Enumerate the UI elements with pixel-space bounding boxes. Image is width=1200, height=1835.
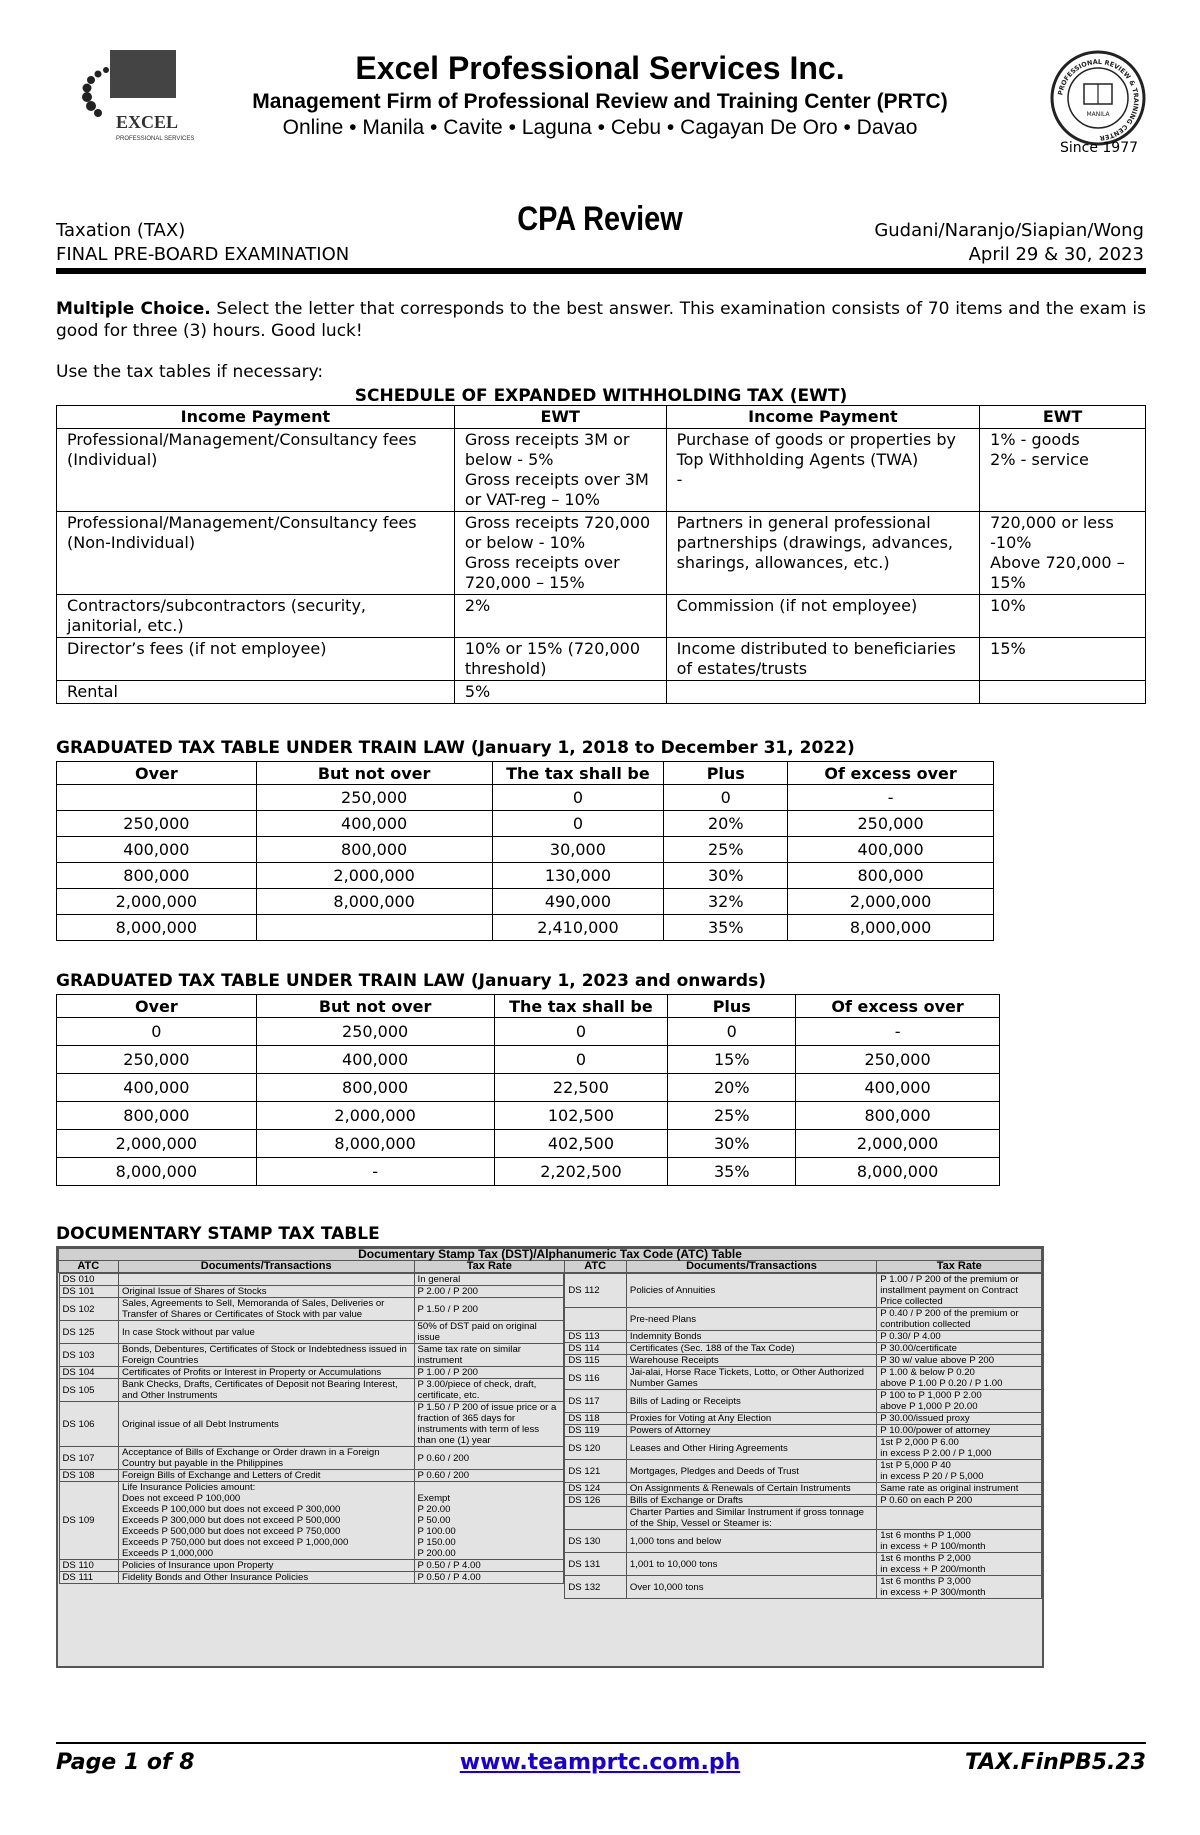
dst-cell: DS 118 (565, 1413, 627, 1425)
grad2-row (57, 1158, 1000, 1186)
dst-cell: Foreign Bills of Exchange and Letters of Credit (119, 1470, 415, 1482)
dst-cell: Life Insurance Policies amount: Does not exceed P 100,000 Exceeds P 100,000 but does not exceed P 300,000 Exceeds P 300,000 but does not exceed P 500,000 Exceeds P 500,000 but does not exceed P 750,000 Exceeds P 750,000 but does not exceed P 1,000,000 Exceeds P 1,000,000 (119, 1482, 415, 1560)
seal-label: PROFESSIONAL REVIEW & TRAINING CENTER (1056, 57, 1141, 143)
dst-cell: 1st P 5,000 P 40 in excess P 20 / P 5,000 (877, 1460, 1041, 1483)
grad1-row (57, 915, 994, 941)
grad2-cell: 0 (668, 1018, 796, 1046)
dst-cell: DS 117 (565, 1390, 627, 1413)
ewt-cell: 15% (980, 638, 1146, 681)
dst-row (565, 1367, 1041, 1390)
dst-row (59, 1572, 564, 1584)
dst-row (59, 1298, 564, 1321)
dst-row (59, 1402, 564, 1447)
dst-cell: 1,001 to 10,000 tons (626, 1553, 876, 1576)
dst-row (565, 1495, 1041, 1507)
instructions-body: Select the letter that corresponds to the best answer. This examination consists of 70 items and the exam is good for three (3) hours. Good luck! (56, 299, 1146, 341)
dst-row (565, 1274, 1041, 1308)
dst-row (59, 1274, 564, 1286)
dst-cell: DS 107 (59, 1447, 119, 1470)
grad1-cell: 2,000,000 (57, 889, 257, 915)
dst-cell: DS 109 (59, 1482, 119, 1560)
dst-cell: Policies of Insurance upon Property (119, 1560, 415, 1572)
grad2-cell: 400,000 (57, 1074, 257, 1102)
grad1-header: Over (57, 762, 257, 785)
grad2-cell: 800,000 (256, 1074, 494, 1102)
grad1-table (56, 761, 994, 941)
dst-cell: P 0.50 / P 4.00 (414, 1560, 564, 1572)
dst-cell: Jai-alai, Horse Race Tickets, Lotto, or Other Authorized Number Games (626, 1367, 876, 1390)
dst-cell: Over 10,000 tons (626, 1576, 876, 1599)
dst-row (59, 1482, 564, 1560)
dst-cell: DS 110 (59, 1560, 119, 1572)
grad2-cell: 400,000 (796, 1074, 1000, 1102)
grad1-header: But not over (256, 762, 492, 785)
ewt-row (57, 681, 1146, 704)
grad2-row (57, 1102, 1000, 1130)
ewt-header: Income Payment (57, 406, 455, 429)
dst-cell: Bonds, Debentures, Certificates of Stock or Indebtedness issued in Foreign Countries (119, 1344, 415, 1367)
dst-cell: P 30.00/issued proxy (877, 1413, 1041, 1425)
dst-cell: P 30 w/ value above P 200 (877, 1355, 1041, 1367)
grad2-cell: 800,000 (796, 1102, 1000, 1130)
dst-row (565, 1425, 1041, 1437)
grad1-rows (57, 785, 994, 941)
dst-row (565, 1413, 1041, 1425)
grad1-cell: 20% (664, 811, 788, 837)
dst-row (59, 1379, 564, 1402)
dst-cell: DS 108 (59, 1470, 119, 1482)
dst-cell: DS 112 (565, 1274, 627, 1308)
dst-cell: DS 103 (59, 1344, 119, 1367)
grad1-row (57, 837, 994, 863)
ewt-header: EWT (980, 406, 1146, 429)
dst-cell: DS 115 (565, 1355, 627, 1367)
header-divider (56, 268, 1146, 274)
dst-table (58, 1248, 1042, 1599)
dst-cell: P 1.50 / P 200 (414, 1298, 564, 1321)
grad1-cell: 400,000 (57, 837, 257, 863)
grad2-header: Of excess over (796, 995, 1000, 1018)
grad1-cell: 35% (664, 915, 788, 941)
grad1-cell: 2,000,000 (256, 863, 492, 889)
grad2-cell: 0 (494, 1018, 668, 1046)
dst-header: ATC (59, 1261, 119, 1273)
ewt-cell: 5% (454, 681, 666, 704)
dst-cell: P 2.00 / P 200 (414, 1286, 564, 1298)
dst-cell: DS 120 (565, 1437, 627, 1460)
grad1-cell: 130,000 (492, 863, 664, 889)
grad1-header: Of excess over (788, 762, 994, 785)
dst-cell: Leases and Other Hiring Agreements (626, 1437, 876, 1460)
dst-cell: P 0.60 / 200 (414, 1447, 564, 1470)
grad2-header: But not over (256, 995, 494, 1018)
grad1-row (57, 863, 994, 889)
grad2-cell: 2,000,000 (256, 1102, 494, 1130)
grad2-cell: 8,000,000 (256, 1130, 494, 1158)
dst-row (59, 1447, 564, 1470)
grad2-cell: 25% (668, 1102, 796, 1130)
dst-cell: Original Issue of Shares of Stocks (119, 1286, 415, 1298)
dst-cell: Bills of Lading or Receipts (626, 1390, 876, 1413)
grad1-cell: 32% (664, 889, 788, 915)
ewt-cell: Professional/Management/Consultancy fees (Individual) (57, 429, 455, 512)
grad2-cell: 250,000 (57, 1046, 257, 1074)
grad1-cell (256, 915, 492, 941)
dst-row (59, 1470, 564, 1482)
ewt-cell: 10% or 15% (720,000 threshold) (454, 638, 666, 681)
ewt-cell: 1% - goods 2% - service (980, 429, 1146, 512)
dst-cell: In case Stock without par value (119, 1321, 415, 1344)
dst-cell: DS 125 (59, 1321, 119, 1344)
grad2-row (57, 1130, 1000, 1158)
grad1-cell: 8,000,000 (57, 915, 257, 941)
grad1-cell: 800,000 (788, 863, 994, 889)
grad2-cell: 8,000,000 (57, 1158, 257, 1186)
dst-cell: DS 130 (565, 1530, 627, 1553)
grad2-row (57, 1018, 1000, 1046)
grad2-cell: 250,000 (256, 1018, 494, 1046)
grad2-row (57, 1046, 1000, 1074)
dst-cell: Certificates of Profits or Interest in Property or Accumulations (119, 1367, 415, 1379)
instructions-lead: Multiple Choice. (56, 299, 211, 319)
dst-row (565, 1576, 1041, 1599)
dst-cell: P 1.00 / P 200 (414, 1367, 564, 1379)
grad2-cell: 2,000,000 (57, 1130, 257, 1158)
dst-cell: DS 104 (59, 1367, 119, 1379)
grad2-cell: 2,202,500 (494, 1158, 668, 1186)
dst-cell: DS 126 (565, 1495, 627, 1507)
dst-row (565, 1483, 1041, 1495)
dst-left-table (59, 1273, 565, 1584)
grad1-cell: 400,000 (256, 811, 492, 837)
dst-cell: 1st P 2,000 P 6.00 in excess P 2.00 / P 1,000 (877, 1437, 1041, 1460)
dst-cell: P 0.50 / P 4.00 (414, 1572, 564, 1584)
grad1-cell: 30% (664, 863, 788, 889)
dst-cell: On Assignments & Renewals of Certain Instruments (626, 1483, 876, 1495)
dst-cell: P 1.00 / P 200 of the premium or installment payment on Contract Price collected (877, 1274, 1041, 1308)
dst-caption: Documentary Stamp Tax (DST)/Alphanumeric Tax Code (ATC) Table (59, 1249, 1042, 1261)
dst-row (565, 1390, 1041, 1413)
dst-row (59, 1321, 564, 1344)
grad2-cell: 102,500 (494, 1102, 668, 1130)
dst-row (565, 1530, 1041, 1553)
grad1-row (57, 811, 994, 837)
dst-cell: DS 105 (59, 1379, 119, 1402)
ewt-rows (57, 429, 1146, 704)
grad1-cell: 2,410,000 (492, 915, 664, 941)
grad2-cell: 0 (57, 1018, 257, 1046)
ewt-cell: 720,000 or less -10% Above 720,000 – 15% (980, 512, 1146, 595)
dst-row (565, 1331, 1041, 1343)
dst-cell: Warehouse Receipts (626, 1355, 876, 1367)
logo-text: EXCEL (116, 112, 179, 132)
dst-cell: DS 113 (565, 1331, 627, 1343)
grad2-cell: 35% (668, 1158, 796, 1186)
grad1-cell: 0 (492, 785, 664, 811)
grad1-cell: 0 (492, 811, 664, 837)
dst-cell: Sales, Agreements to Sell, Memoranda of Sales, Deliveries or Transfer of Shares or Certificates of Stock with par value (119, 1298, 415, 1321)
grad2-header: The tax shall be (494, 995, 668, 1018)
exam-type: FINAL PRE-BOARD EXAMINATION (56, 244, 350, 265)
grad1-row (57, 889, 994, 915)
grad2-cell: 400,000 (256, 1046, 494, 1074)
dst-cell: 1,000 tons and below (626, 1530, 876, 1553)
dst-cell (877, 1507, 1041, 1530)
dst-header: Documents/Transactions (626, 1261, 877, 1273)
ewt-cell: Director’s fees (if not employee) (57, 638, 455, 681)
grad2-cell: 30% (668, 1130, 796, 1158)
dst-cell: Proxies for Voting at Any Election (626, 1413, 876, 1425)
ewt-cell (980, 681, 1146, 704)
dst-cell: DS 101 (59, 1286, 119, 1298)
dst-row (565, 1355, 1041, 1367)
dst-cell: DS 131 (565, 1553, 627, 1576)
dst-cell: DS 114 (565, 1343, 627, 1355)
grad2-cell: - (796, 1018, 1000, 1046)
dst-cell: In general (414, 1274, 564, 1286)
dst-cell: P 3.00/piece of check, draft, certificate, etc. (414, 1379, 564, 1402)
instructions (56, 298, 1146, 342)
ewt-row (57, 638, 1146, 681)
dst-row (59, 1367, 564, 1379)
dst-header: Tax Rate (877, 1261, 1042, 1273)
dst-cell: Indemnity Bonds (626, 1331, 876, 1343)
grad1-title: GRADUATED TAX TABLE UNDER TRAIN LAW (January 1, 2018 to December 31, 2022) (56, 738, 855, 758)
dst-cell: Bank Checks, Drafts, Certificates of Deposit not Bearing Interest, and Other Instruments (119, 1379, 415, 1402)
grad1-cell: 800,000 (57, 863, 257, 889)
ewt-cell: Partners in general professional partnerships (drawings, advances, sharings, allowances, etc.) (666, 512, 980, 595)
dst-cell (119, 1274, 415, 1286)
dst-cell: 1st 6 months P 2,000 in excess + P 200/month (877, 1553, 1041, 1576)
dst-cell (565, 1507, 627, 1530)
dst-row (565, 1553, 1041, 1576)
dst-right-table (564, 1273, 1041, 1599)
dst-row (565, 1437, 1041, 1460)
grad2-cell: 15% (668, 1046, 796, 1074)
dst-cell: DS 121 (565, 1460, 627, 1483)
dst-row (59, 1560, 564, 1572)
dst-cell: Powers of Attorney (626, 1425, 876, 1437)
dst-cell: P 10.00/power of attorney (877, 1425, 1041, 1437)
grad1-cell (57, 785, 257, 811)
dst-cell: Acceptance of Bills of Exchange or Order drawn in a Foreign Country but payable in the Philippines (119, 1447, 415, 1470)
grad2-cell: 402,500 (494, 1130, 668, 1158)
dst-cell: P 1.00 & below P 0.20 above P 1.00 P 0.20 / P 1.00 (877, 1367, 1041, 1390)
dst-header: ATC (564, 1261, 626, 1273)
dst-cell: Certificates (Sec. 188 of the Tax Code) (626, 1343, 876, 1355)
grad2-rows (57, 1018, 1000, 1186)
ewt-cell: 10% (980, 595, 1146, 638)
grad1-cell: 400,000 (788, 837, 994, 863)
dst-section-title: DOCUMENTARY STAMP TAX TABLE (56, 1224, 380, 1244)
dst-cell: DS 010 (59, 1274, 119, 1286)
seal-city: MANILA (1086, 111, 1110, 118)
ewt-cell: 2% (454, 595, 666, 638)
grad1-cell: 8,000,000 (788, 915, 994, 941)
ewt-cell: Contractors/subcontractors (security, janitorial, etc.) (57, 595, 455, 638)
grad1-cell: 250,000 (57, 811, 257, 837)
grad2-header: Plus (668, 995, 796, 1018)
exam-date: April 29 & 30, 2023 (968, 244, 1144, 265)
dst-cell: Policies of Annuities (626, 1274, 876, 1308)
ewt-cell: Professional/Management/Consultancy fees (Non-Individual) (57, 512, 455, 595)
dst-table-image (56, 1246, 1044, 1668)
grad2-cell: 22,500 (494, 1074, 668, 1102)
grad1-cell: - (788, 785, 994, 811)
grad1-cell: 490,000 (492, 889, 664, 915)
grad2-cell: 0 (494, 1046, 668, 1074)
dst-cell: P 0.30/ P 4.00 (877, 1331, 1041, 1343)
ewt-cell: Income distributed to beneficiaries of estates/trusts (666, 638, 980, 681)
dst-cell: DS 106 (59, 1402, 119, 1447)
dst-cell: Same rate as original instrument (877, 1483, 1041, 1495)
page-number: Page 1 of 8 (56, 1750, 195, 1775)
grad1-cell: 250,000 (788, 811, 994, 837)
dst-cell: DS 116 (565, 1367, 627, 1390)
grad1-header: The tax shall be (492, 762, 664, 785)
dst-row (59, 1286, 564, 1298)
dst-cell: DS 111 (59, 1572, 119, 1584)
org-locations: Online • Manila • Cavite • Laguna • Cebu • Cagayan De Oro • Davao (282, 116, 918, 139)
ewt-row (57, 595, 1146, 638)
document-code: TAX.FinPB5.23 (964, 1750, 1146, 1775)
dst-row (565, 1308, 1041, 1331)
dst-cell: DS 102 (59, 1298, 119, 1321)
grad2-cell: - (256, 1158, 494, 1186)
grad1-cell: 25% (664, 837, 788, 863)
dst-cell: Fidelity Bonds and Other Insurance Policies (119, 1572, 415, 1584)
course-title: CPA Review (517, 200, 683, 238)
dst-cell (565, 1308, 627, 1331)
dst-cell: DS 124 (565, 1483, 627, 1495)
grad1-row (57, 785, 994, 811)
dst-cell: 50% of DST paid on original issue (414, 1321, 564, 1344)
dst-header: Tax Rate (414, 1261, 564, 1273)
org-name: Excel Professional Services Inc. (355, 50, 845, 86)
dst-cell: Same tax rate on similar instrument (414, 1344, 564, 1367)
ewt-cell: Gross receipts 3M or below - 5% Gross receipts over 3M or VAT-reg – 10% (454, 429, 666, 512)
grad2-cell: 800,000 (57, 1102, 257, 1130)
grad1-cell: 2,000,000 (788, 889, 994, 915)
dst-cell: P 100 to P 1,000 P 2.00 above P 1,000 P 20.00 (877, 1390, 1041, 1413)
ewt-cell: Rental (57, 681, 455, 704)
ewt-cell: Commission (if not employee) (666, 595, 980, 638)
grad2-row (57, 1074, 1000, 1102)
dst-cell: 1st 6 months P 1,000 in excess + P 100/month (877, 1530, 1041, 1553)
footer-divider (56, 1742, 1146, 1744)
grad2-cell: 20% (668, 1074, 796, 1102)
grad2-title: GRADUATED TAX TABLE UNDER TRAIN LAW (January 1, 2023 and onwards) (56, 971, 766, 991)
dst-row (59, 1344, 564, 1367)
org-subtitle: Management Firm of Professional Review and Training Center (PRTC) (252, 90, 948, 113)
dst-cell: P 30.00/certificate (877, 1343, 1041, 1355)
ewt-header: EWT (454, 406, 666, 429)
grad1-header: Plus (664, 762, 788, 785)
dst-row (565, 1343, 1041, 1355)
dst-cell: Charter Parties and Similar Instrument if gross tonnage of the Ship, Vessel or Steamer is: (626, 1507, 876, 1530)
grad2-cell: 250,000 (796, 1046, 1000, 1074)
grad1-cell: 0 (664, 785, 788, 811)
dst-cell: Mortgages, Pledges and Deeds of Trust (626, 1460, 876, 1483)
grad2-header: Over (57, 995, 257, 1018)
use-tables-note: Use the tax tables if necessary: (56, 362, 324, 382)
logo-subtext: PROFESSIONAL SERVICES (116, 136, 195, 142)
ewt-title: SCHEDULE OF EXPANDED WITHHOLDING TAX (EWT) (354, 386, 848, 406)
exam-authors: Gudani/Naranjo/Siapian/Wong (874, 220, 1144, 241)
grad1-cell: 800,000 (256, 837, 492, 863)
dst-cell: P 0.60 / 200 (414, 1470, 564, 1482)
dst-cell: Pre-need Plans (626, 1308, 876, 1331)
dst-row (565, 1460, 1041, 1483)
dst-cell: Exempt P 20.00 P 50.00 P 100.00 P 150.00 P 200.00 (414, 1482, 564, 1560)
ewt-table (56, 405, 1146, 704)
grad2-cell: 8,000,000 (796, 1158, 1000, 1186)
website-link[interactable]: www.teamprtc.com.ph (459, 1750, 741, 1775)
dst-cell: DS 119 (565, 1425, 627, 1437)
grad2-cell: 2,000,000 (796, 1130, 1000, 1158)
dst-row (565, 1507, 1041, 1530)
prtc-seal (1048, 50, 1148, 150)
exam-subject: Taxation (TAX) (56, 220, 186, 241)
grad2-table (56, 994, 1000, 1186)
grad1-cell: 8,000,000 (256, 889, 492, 915)
grad1-cell: 30,000 (492, 837, 664, 863)
dst-cell: 1st 6 months P 3,000 in excess + P 300/month (877, 1576, 1041, 1599)
dst-cell: P 0.60 on each P 200 (877, 1495, 1041, 1507)
ewt-header: Income Payment (666, 406, 980, 429)
dst-cell: P 1.50 / P 200 of issue price or a fraction of 365 days for instruments with term of less than one (1) year (414, 1402, 564, 1447)
since-year: Since 1977 (1059, 140, 1139, 156)
dst-cell: Original issue of all Debt Instruments (119, 1402, 415, 1447)
ewt-row (57, 512, 1146, 595)
grad1-cell: 250,000 (256, 785, 492, 811)
ewt-row (57, 429, 1146, 512)
ewt-cell: Gross receipts 720,000 or below - 10% Gross receipts over 720,000 – 15% (454, 512, 666, 595)
dst-cell: DS 132 (565, 1576, 627, 1599)
ewt-cell (666, 681, 980, 704)
dst-cell: Bills of Exchange or Drafts (626, 1495, 876, 1507)
dst-cell: P 0.40 / P 200 of the premium or contribution collected (877, 1308, 1041, 1331)
ewt-cell: Purchase of goods or properties by Top Withholding Agents (TWA) - (666, 429, 980, 512)
dst-header: Documents/Transactions (118, 1261, 414, 1273)
